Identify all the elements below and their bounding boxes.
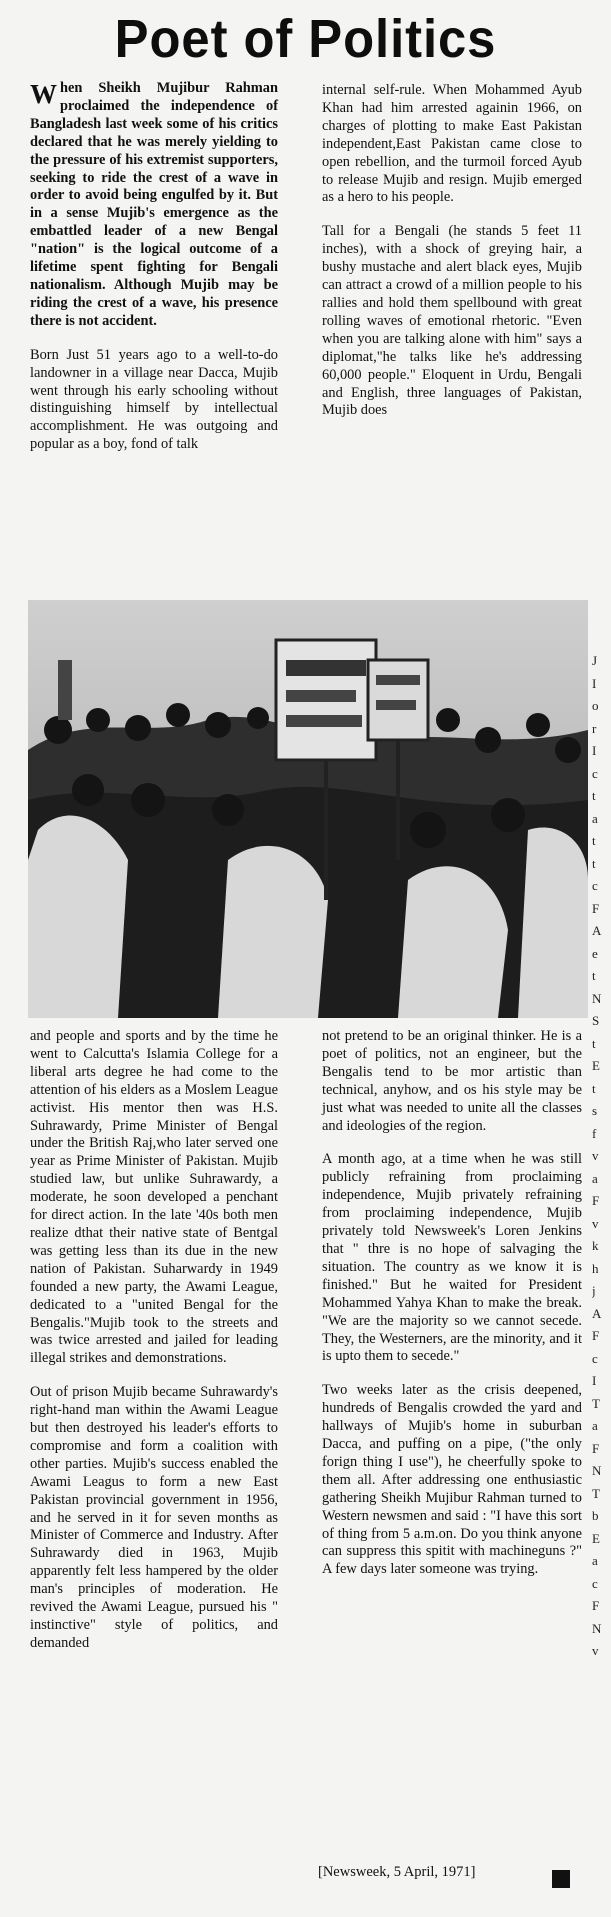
- strip-letter: v: [592, 1148, 599, 1163]
- column-2-top: [322, 82, 582, 436]
- strip-letter: F: [592, 900, 600, 916]
- strip-letter: S: [592, 1013, 600, 1028]
- paragraph: and people and sports and by the time he went to Calcutta's Islamia College for a liberal arts degree he had come to the attention of his elders as a Moslem League activist. His mentor then was H.S. Suhrawardy, Prime Minister of Bengal under the British Raj,who later served one year as Prime Minister of Pakistan. Mujib studied law, but unlike Suhrawardy, a moderate, he soon developed a penchant for direct action. In the late '40s both men realize dthat their native state of Bentgal was getting less than its due in the new nation of Pakistan. Suharwardy in 1949 founded a new party, the Awami League, dedicated to a "united Bengal for the Bengalis."Mujib took to the streets and was twice arrested and jailed for leading illegal strikes and demonstrations.: [30, 1028, 278, 1367]
- strip-letter: j: [592, 1283, 596, 1298]
- strip-letter: t: [592, 968, 596, 983]
- paragraph: Two weeks later as the crisis deepened, hundreds of Bengalis crowded the yard and hallways of Mujib's home in suburban Dacca, and puffing on a pipe, ("the only forign thing I use"), he cheerfully spoke to them all. After addressing one enthusiastic gathering Sheikh Mujibur Rahman turned to Western newsmen and said : "I have this sort of thing from 5 a.m.on. Do you think anyone can suppress this spitit with machineguns ?" A few days later someone was trying.: [322, 1382, 582, 1578]
- strip-letter: c: [592, 878, 598, 893]
- adjacent-column-strip: [592, 650, 611, 1900]
- strip-letter: N: [592, 1463, 602, 1478]
- column-1-bottom: [30, 1028, 278, 1669]
- strip-letter: c: [592, 1350, 598, 1366]
- strip-letter: e: [592, 945, 598, 961]
- strip-letter: N: [592, 990, 602, 1006]
- strip-letter: I: [592, 675, 597, 691]
- strip-letter: h: [592, 1260, 599, 1276]
- strip-letter: T: [592, 1395, 600, 1411]
- strip-letter: A: [592, 923, 602, 938]
- paragraph: Out of prison Mujib became Suhrawardy's right-hand man within the Awami League but then destroyed his leader's efforts to compromise and form a coalition with other parties. Mujib's success enabled the Awami Leagus to form a new East Pakistan provincial government in 1956, and he served in it for seven months as Minister of Commerce and Industry. After Suhrawardy died in 1963, Mujib apparently felt less hampered by the older man's principles of moderation. He revived the Awami League, pursued his " instinctive" style of politics, and demanded: [30, 1384, 278, 1651]
- strip-letter: c: [592, 1575, 598, 1591]
- strip-letter: a: [592, 810, 598, 826]
- strip-letter: E: [592, 1530, 600, 1546]
- strip-letter: c: [592, 765, 598, 781]
- strip-letter: t: [592, 833, 596, 848]
- strip-letter: I: [592, 1373, 597, 1388]
- strip-letter: f: [592, 1125, 597, 1141]
- column-1-top: [30, 80, 278, 470]
- paragraph: not pretend to be an original thinker. He is a poet of politics, not an engineer, but the Bengalis tend to be mor artistic than technical, anyhow, and os his style may be just what was needed to unite all the classes and ideologies of the region.: [322, 1028, 582, 1134]
- column-2-bottom: [322, 1028, 582, 1595]
- strip-letter: F: [592, 1598, 600, 1613]
- rally-photograph: [28, 600, 588, 1018]
- source-citation: [Newsweek, 5 April, 1971]: [318, 1864, 476, 1880]
- strip-letter: N: [592, 1620, 602, 1636]
- strip-letter: F: [592, 1440, 600, 1456]
- strip-letter: v: [592, 1643, 599, 1658]
- strip-letter: v: [592, 1215, 599, 1231]
- strip-letter: o: [592, 698, 599, 713]
- strip-letter: k: [592, 1238, 599, 1253]
- strip-letter: a: [592, 1418, 598, 1433]
- rally-photo-illustration: [28, 600, 588, 1018]
- strip-letter: J: [592, 653, 598, 668]
- strip-letter: t: [592, 1080, 596, 1096]
- paragraph: Tall for a Bengali (he stands 5 feet 11 inches), with a shock of greying hair, a bushy mustache and alert black eyes, Mujib can attract a crowd of a million people to his rallies and hold them spellbound with great rolling waves of emotional rhetoric. "Even when you are talking alone with him" says a diplomat,"he talks like he's addressing 60,000 people." Eloquent in Urdu, Bengali and English, three languages of Pakistan, Mujib does: [322, 223, 582, 419]
- paragraph: internal self-rule. When Mohammed Ayub Khan had him arrested againin 1966, on charges of plotting to make East Pakistan independent,East Pakistan came close to open rebellion, and the turmoil forced Ayub to release Mujib and resign. Mujib emerged as a hero to his people.: [322, 82, 582, 206]
- lead-text: hen Sheikh Mujibur Rahman proclaimed the independence of Bangladesh last week some of his critics declared that he was merely yielding to the pressure of his extremist supporters, seeking to ride the crest of a wave in order to avoid being engulfed by it. But in a sense Mujib's emergence as the embattled leader of a new Bengal "nation" is the logical outcome of a lifetime spent fighting for Bengali nationalism. Although Mujib may be riding the crest of a wave, his presence there is not accident.: [30, 80, 278, 329]
- strip-letter: I: [592, 743, 597, 758]
- paragraph: [30, 80, 278, 331]
- strip-letter: r: [592, 720, 597, 736]
- headline: Poet of Politics: [114, 9, 497, 69]
- strip-letter: F: [592, 1328, 600, 1343]
- strip-letter: t: [592, 788, 596, 803]
- drop-cap: W: [30, 79, 57, 109]
- strip-letter: s: [592, 1103, 598, 1118]
- strip-letter: a: [592, 1553, 598, 1568]
- paragraph: Born Just 51 years ago to a well-to-do landowner in a village near Dacca, Mujib went through his early schooling without distinguishing himself by intellectual accomplishment. He was outgoing and popular as a boy, fond of talk: [30, 346, 278, 453]
- end-mark: [552, 1870, 570, 1888]
- strip-letter: T: [592, 1485, 600, 1501]
- strip-letter: F: [592, 1193, 600, 1208]
- paragraph: A month ago, at a time when he was still publicly refraining from proclaiming independence, Mujib privately refraining from proclaiming independence, Mujib privately told Newsweek's Loren Jenkins that " thre is no hope of salvaging the situation. The country as we know it is finished." But he waited for President Mohammed Yahya Khan to make the break. "We are the majority so we cannot secede. They, the Westerners, are the minority, and it is upto them to secede.": [322, 1151, 582, 1365]
- strip-letter: b: [592, 1508, 599, 1523]
- strip-letter: t: [592, 855, 596, 871]
- strip-letter: a: [592, 1170, 598, 1186]
- strip-letter: E: [592, 1058, 600, 1073]
- strip-letter: A: [592, 1305, 602, 1321]
- strip-letter: t: [592, 1035, 596, 1051]
